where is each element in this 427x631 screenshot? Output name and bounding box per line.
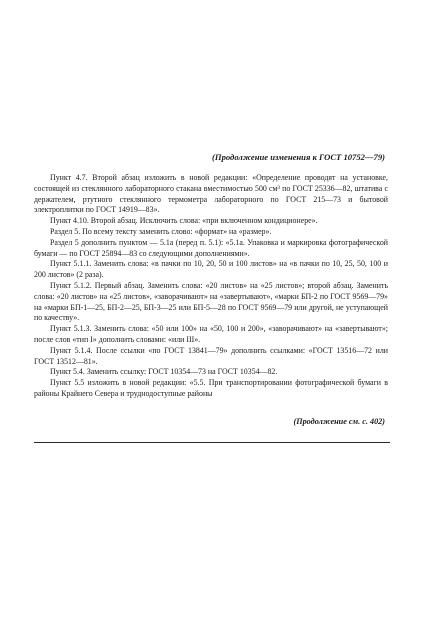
paragraph-5-4: Пункт 5.4. Заменить ссылку: ГОСТ 10354—73 на ГОСТ 10354—82. <box>50 367 278 377</box>
paragraph-5-1-4: Пункт 5.1.4. После ссылки «по ГОСТ 13841—79» дополнить ссылками: «ГОСТ 13516—72 или ГОСТ 13512—81». <box>34 345 388 366</box>
continuation-header: (Продолжение изменения к ГОСТ 10752—79) <box>212 152 385 162</box>
paragraph-4-7: Пункт 4.7. Второй абзац изложить в новой редакции: «Определение проводят на установке, состоящей из стеклянного лабораторного стакана вместимостью 500 см³ по ГОСТ 25336—82, штатива с держателем, ртутного стеклянного термометра лабораторного по ГОСТ 215—73 и бытовой электроплитки по ГОСТ 14919—83». <box>34 173 388 215</box>
paragraph-section-5-format: Раздел 5. По всему тексту заменить слово: «формат» на «размер». <box>50 226 272 236</box>
paragraph-4-10: Пункт 4.10. Второй абзац. Исключить слова: «при включенном кондиционере». <box>50 216 318 226</box>
page-divider-line <box>34 442 390 443</box>
amendment-text <box>34 173 388 400</box>
paragraph-5-5: Пункт 5.5 изложить в новой редакции: «5.5. При транспортировании фотографической бумаги в районы Крайнего Севера и труднодоступные районы <box>34 378 388 398</box>
continuation-footer: (Продолжение см. с. 402) <box>293 417 385 426</box>
paragraph-section-5-1a: Раздел 5 дополнить пунктом — 5.1а (перед п. 5.1): «5.1а. Упаковка и маркировка фотографической бумаги — по ГОСТ 25894—83 со следующими дополнениями». <box>34 237 388 258</box>
paragraph-5-1-1: Пункт 5.1.1. Заменить слова: «в пачки по 10, 20, 50 и 100 листов» на «в пачки по 10, 25, 50, 100 и 200 листов» (2 раза). <box>34 259 388 280</box>
paragraph-5-1-3: Пункт 5.1.3. Заменить слова: «50 или 100» на «50, 100 и 200», «заворачивают» на «завертывают»; после слов «тип I» дополнить словами: «или III». <box>34 324 388 344</box>
paragraph-5-1-2: Пункт 5.1.2. Первый абзац. Заменить слова: «20 листов» на «25 листов»; второй абзац. Заменить слова: «20 листов» на «25 листов», «заворачивают» на «завертывают», «марки БП-2 по ГОСТ 9569—79» на «марки БП-1—25, БП-2—25, БП-3—25 или БП-5—28 по ГОСТ 9569—79 или другой, не уступающей по качеству». <box>34 280 388 323</box>
